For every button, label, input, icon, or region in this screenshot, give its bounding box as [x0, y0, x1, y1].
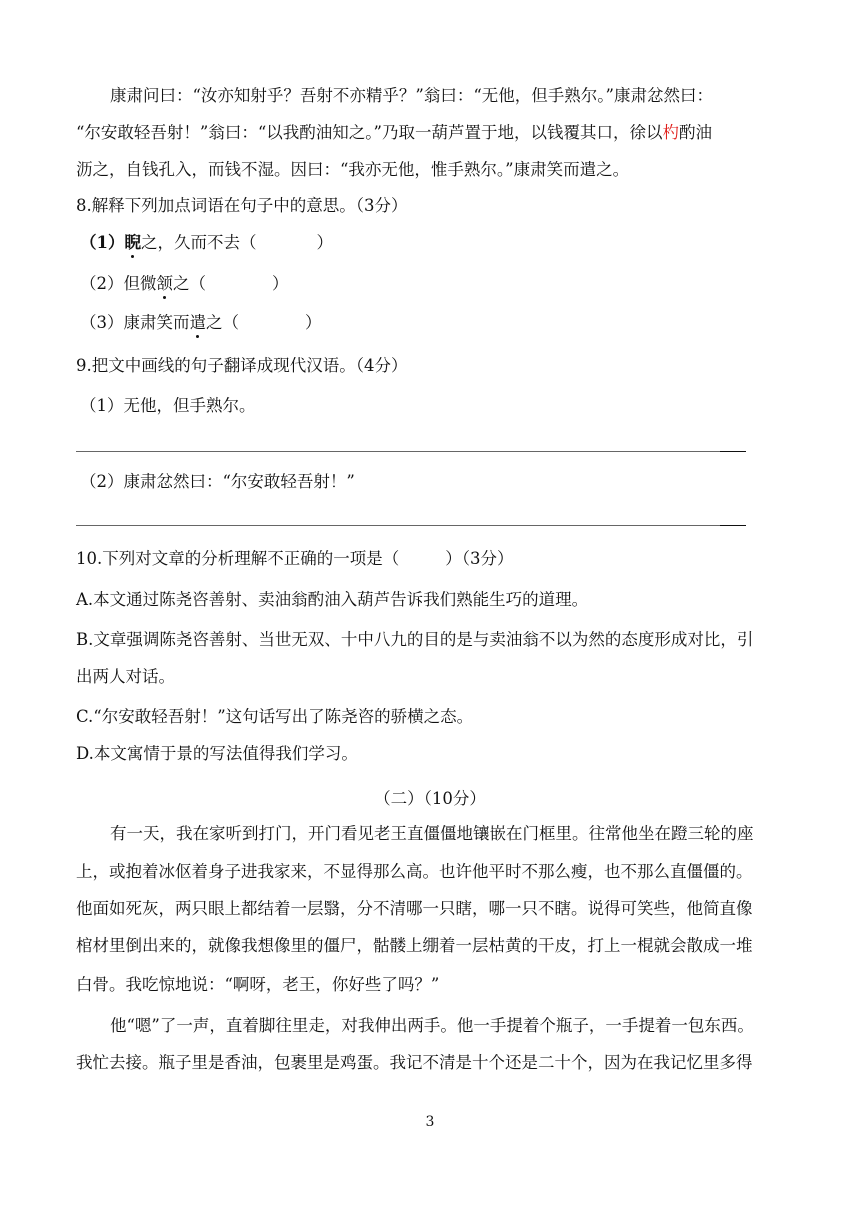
q9-stem: 9.把文中画线的句子翻译成现代汉语。（4分）: [76, 356, 408, 375]
q8-item2-text: （2）但微: [80, 274, 157, 293]
q10-stem-text: 10.下列对文章的分析理解不正确的一项是（: [76, 549, 400, 568]
q8-stem: 8.解释下列加点词语在句子中的意思。（3分）: [76, 196, 408, 215]
answer-line-1[interactable]: [76, 451, 746, 452]
q8-item2-rest: 之（: [173, 274, 206, 293]
q10-option-b-line2: 出两人对话。: [76, 667, 175, 686]
q8-item1-text: 之，久而不去（: [140, 233, 257, 252]
q8-item3-rest: 之（: [206, 313, 239, 332]
q8-item1-close: ）: [316, 233, 333, 252]
q8-item1: [80, 233, 333, 253]
q10-option-c: C.“尔安敢轻吾射！”这句话写出了陈尧咨的骄横之态。: [76, 707, 474, 726]
q10-stem: [76, 549, 514, 569]
passage1-line3: 沥之，自钱孔入，而钱不湿。因曰：“我亦无他，惟手熟尔。”康肃笑而遣之。: [76, 160, 630, 179]
passage1-line1: 康肃问曰：“汝亦知射乎？吾射不亦精乎？”翁曰：“无他，但手熟尔。”康肃忿然曰：: [110, 86, 713, 105]
passage1-line2-text: “尔安敢轻吾射！”翁曰：“以我酌油知之。”乃取一葫芦置于地，以钱覆其口，徐以: [76, 123, 663, 142]
q8-item2-close: ）: [272, 274, 289, 293]
q8-item1-number: （1）: [80, 233, 125, 252]
q8-item3-close: ）: [305, 313, 322, 332]
q10-stem-score: ）（3分）: [445, 549, 514, 568]
q8-item3: [80, 313, 322, 333]
q10-option-d: D.本文寓情于景的写法值得我们学习。: [76, 744, 358, 763]
q8-item2: [80, 274, 289, 294]
section2-p1-line3: 他面如死灰，两只眼上都结着一层翳，分不清哪一只瞎，哪一只不瞎。说得可笑些，他简直像: [76, 899, 753, 918]
answer-line-2[interactable]: [76, 525, 746, 526]
section2-p1-line5: 白骨。我吃惊地说：“啊呀，老王，你好些了吗？”: [76, 975, 440, 994]
q9-item1: （1）无他，但手熟尔。: [80, 396, 256, 415]
passage1-line2: [76, 123, 712, 143]
q9-item2: （2）康肃忿然曰：“尔安敢轻吾射！”: [80, 472, 355, 491]
section2-p2-line1: 他“嗯”了一声，直着脚往里走，对我伸出两手。他一手提着个瓶子，一手提着一包东西。: [110, 1016, 754, 1035]
passage1-line2-end: 酌油: [679, 123, 712, 142]
page-number: 3: [425, 1114, 435, 1130]
section2-p1-line1: 有一天，我在家听到打门，开门看见老王直僵僵地镶嵌在门框里。往常他坐在蹬三轮的座: [110, 824, 754, 843]
highlighted-char: 杓: [662, 123, 679, 142]
section2-p1-line2: 上，或抱着冰伛着身子进我家来，不显得那么高。也许他平时不那么瘦，也不那么直僵僵的。: [76, 862, 753, 881]
q10-option-a: A.本文通过陈尧咨善射、卖油翁酌油入葫芦告诉我们熟能生巧的道理。: [76, 590, 589, 609]
dotted-word: 睨: [124, 233, 141, 252]
section2-p1-line4: 棺材里倒出来的，就像我想像里的僵尸，骷髅上绷着一层枯黄的干皮，打上一棍就会散成一堆: [76, 936, 753, 955]
section2-heading: （二）（10分）: [374, 789, 486, 808]
dotted-word: 颔: [156, 274, 173, 293]
section2-p2-line2: 我忙去接。瓶子里是香油，包裹里是鸡蛋。我记不清是十个还是二十个，因为在我记忆里多得: [76, 1053, 753, 1072]
q8-item3-text: （3）康肃笑而: [80, 313, 190, 332]
q10-option-b-line1: B.文章强调陈尧咨善射、当世无双、十中八九的目的是与卖油翁不以为然的态度形成对比，引: [76, 630, 754, 649]
dotted-word: 遣: [189, 313, 206, 332]
